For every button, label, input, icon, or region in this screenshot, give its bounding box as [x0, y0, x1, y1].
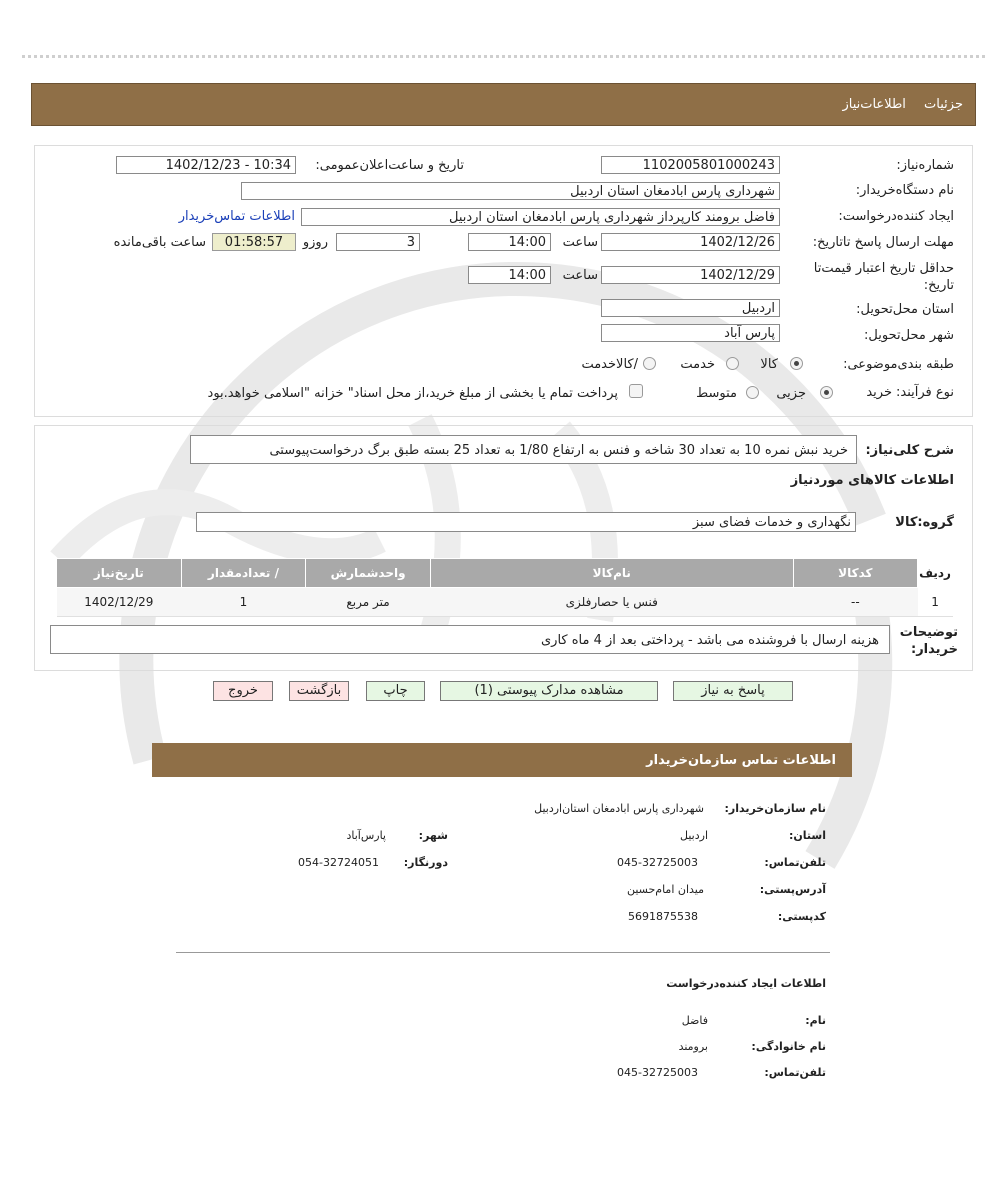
- requester-name-label: نام:: [805, 1014, 826, 1027]
- reply-button[interactable]: پاسخ به نیاز: [673, 681, 793, 701]
- requester-family-label: نام خانوادگی:: [751, 1040, 826, 1053]
- description-label: شرح کلی‌نیاز:: [865, 443, 954, 458]
- back-button[interactable]: بازگشت: [289, 681, 349, 701]
- announce-label: تاریخ و ساعت‌اعلان‌عمومی:: [315, 158, 464, 173]
- creator-label: ایجاد کننده‌درخواست:: [838, 209, 954, 224]
- goods-table-header: [57, 559, 953, 588]
- section-divider: [176, 952, 830, 953]
- validity-time-field: 14:00: [468, 266, 551, 284]
- contact-title: اطلاعات تماس سازمان‌خریدار: [646, 753, 836, 768]
- buyer-contact-link[interactable]: اطلاعات تماس‌خریدار: [178, 209, 295, 224]
- col-qty: / تعدادمقدار: [181, 559, 306, 588]
- category-both-radio[interactable]: [643, 357, 656, 370]
- cell-name: فنس یا حصارفلزی: [430, 588, 793, 617]
- contact-fax-value: 054-32724051: [298, 856, 379, 869]
- category-both-text: /کالا‌خدمت: [581, 357, 638, 372]
- address-label: آدرس‌پستی:: [759, 883, 826, 896]
- table-row[interactable]: [57, 588, 953, 617]
- validity-time-label: ساعت: [562, 268, 598, 283]
- requester-name-value: فاضل: [681, 1014, 708, 1027]
- org-label: نام سازمان‌خریدار:: [724, 802, 826, 815]
- cell-date: 1402/12/29: [57, 588, 182, 617]
- breadcrumb-details[interactable]: جزئیات: [924, 97, 963, 112]
- breadcrumb: [828, 97, 963, 112]
- col-name: نام‌کالا: [430, 559, 793, 588]
- address-value: میدان امام‌حسین: [626, 883, 704, 896]
- postal-code-value: 5691875538: [628, 910, 698, 923]
- buyer-notes-field: هزینه ارسال با فروشنده می باشد - پرداختی بعد از 4 ماه کاری: [50, 625, 890, 654]
- cell-unit: متر مربع: [306, 588, 431, 617]
- col-code: کدکالا: [793, 559, 917, 588]
- need-number-label: شماره‌نیاز:: [896, 158, 954, 173]
- creator-field: فاضل برومند کارپرداز شهرداری پارس ابادمغان استان اردبیل: [301, 208, 780, 226]
- print-button[interactable]: چاپ: [366, 681, 425, 701]
- requester-phone-value: 045-32725003: [617, 1066, 698, 1079]
- buyer-label: نام دستگاه‌خریدار:: [855, 183, 954, 198]
- validity-label: حداقل تاریخ اعتبار قیمت‌تا تاریخ:: [813, 261, 954, 293]
- cell-code: --: [793, 588, 917, 617]
- category-service-text: خدمت: [680, 357, 715, 372]
- goods-table: [56, 558, 953, 617]
- contact-province-value: اردبیل: [680, 829, 708, 842]
- requester-phone-label: تلفن‌تماس:: [764, 1066, 826, 1079]
- buyer-notes-label: توضیحات خریدار:: [899, 625, 958, 657]
- buyer-field: شهرداری پارس ابادمغان استان اردبیل: [241, 182, 780, 200]
- col-date: تاریخ‌نیاز: [57, 559, 182, 588]
- days-field: 3: [336, 233, 420, 251]
- process-label: نوع فرآیند:: [896, 385, 954, 400]
- process-partial-text: جزیی: [776, 386, 806, 401]
- category-goods-text: کالا: [760, 357, 778, 372]
- description-field: خرید نبش نمره 10 به تعداد 30 شاخه و فنس به ارتفاع 1/80 به تعداد 25 بسته طبق برگ درخواست‌پیوستی: [190, 435, 857, 464]
- process-buy-text: خرید: [866, 385, 892, 400]
- exit-button[interactable]: خروج: [213, 681, 273, 701]
- contact-header-bar: [152, 743, 852, 777]
- group-field: نگهداری و خدمات فضای سبز: [196, 512, 856, 532]
- city-field: پارس آباد: [601, 324, 780, 342]
- deadline-time-label: ساعت: [562, 235, 598, 250]
- contact-city-label: شهر:: [418, 829, 448, 842]
- cell-qty: 1: [181, 588, 306, 617]
- province-field: اردبیل: [601, 299, 780, 317]
- validity-date-field: 1402/12/29: [601, 266, 780, 284]
- contact-phone-label: تلفن‌تماس:: [764, 856, 826, 869]
- deadline-date-field: 1402/12/26: [601, 233, 780, 251]
- remaining-label: ساعت باقی‌مانده: [113, 235, 206, 250]
- contact-city-value: پارس‌آباد: [346, 829, 386, 842]
- process-medium-text: متوسط: [696, 386, 737, 401]
- need-number-field: 1102005801000243: [601, 156, 780, 174]
- deadline-time-field: 14:00: [468, 233, 551, 251]
- process-partial-radio[interactable]: [820, 386, 833, 399]
- postal-code-label: کد‌پستی:: [777, 910, 826, 923]
- goods-info-title: اطلاعات کالاهای موردنیاز: [790, 473, 954, 488]
- top-divider: [22, 55, 985, 58]
- view-attachments-button[interactable]: مشاهده مدارک پیوستی (1): [440, 681, 658, 701]
- announce-field: 1402/12/23 - 10:34: [116, 156, 296, 174]
- city-label: شهر محل‌تحویل:: [864, 328, 954, 343]
- requester-family-value: برومند: [678, 1040, 708, 1053]
- process-medium-radio[interactable]: [746, 386, 759, 399]
- category-service-radio[interactable]: [726, 357, 739, 370]
- remaining-timer: 01:58:57: [212, 233, 296, 251]
- requester-title: اطلاعات ایجاد کننده‌درخواست: [666, 977, 826, 990]
- treasury-payment-text: پرداخت تمام یا بخشی از مبلغ خرید،از محل اسناد" خزانه "اسلامی خواهد.بود: [207, 386, 618, 401]
- contact-province-label: استان:: [789, 829, 826, 842]
- treasury-payment-checkbox[interactable]: [629, 384, 643, 398]
- breadcrumb-need-info[interactable]: اطلاعات‌نیاز: [842, 97, 906, 112]
- contact-phone-value: 045-32725003: [617, 856, 698, 869]
- org-value: شهرداری پارس ابادمغان استان‌اردبیل: [534, 802, 704, 815]
- col-row: ردیف: [918, 559, 953, 588]
- category-goods-radio[interactable]: [790, 357, 803, 370]
- days-label: روزو: [302, 235, 328, 250]
- contact-fax-label: دورنگار:: [403, 856, 448, 869]
- deadline-label: مهلت ارسال پاسخ تا‌تاریخ:: [812, 235, 954, 250]
- cell-row: 1: [918, 588, 953, 617]
- col-unit: واحدشمارش: [306, 559, 431, 588]
- group-label: گروه:کالا: [895, 515, 954, 530]
- page-header-bar: [31, 83, 976, 126]
- category-label: طبقه بندی‌موضوعی:: [843, 357, 954, 372]
- province-label: استان محل‌تحویل:: [856, 302, 954, 317]
